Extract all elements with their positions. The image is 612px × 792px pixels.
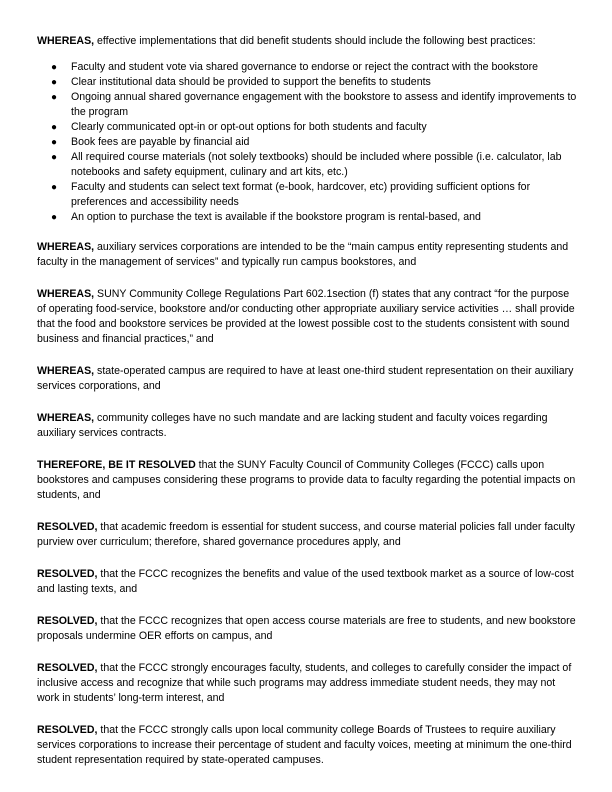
list-item (51, 150, 577, 180)
clause-lead: RESOLVED, (37, 724, 98, 736)
bullet-icon: ● (51, 62, 58, 73)
bullet-icon: ● (51, 122, 58, 133)
clause-paragraph (37, 661, 577, 706)
intro-paragraph (37, 34, 577, 49)
clause-paragraph (37, 567, 577, 597)
list-item-text: Clear institutional data should be provided to support the benefits to students (71, 76, 431, 88)
list-item-text: Book fees are payable by financial aid (71, 136, 250, 148)
clause-text: that the FCCC strongly calls upon local community college Boards of Trustees to require auxiliary services corporations to increase their percentage of student and faculty voices, meeting at minimum the one-third student representation required by state-operated campuses. (37, 724, 572, 766)
clause-text: that the FCCC recognizes the benefits and value of the used textbook market as a source of low-cost and lasting texts, and (37, 568, 574, 595)
clause-lead: WHEREAS, (37, 412, 95, 424)
clause-paragraph (37, 520, 577, 550)
list-item (51, 75, 577, 90)
clause-text: that the FCCC strongly encourages faculty, students, and colleges to carefully consider the impact of inclusive access and recognize that while such programs may address immediate student needs, they may not work in students’ long-term interest, and (37, 662, 572, 704)
list-item (51, 210, 577, 225)
list-item (51, 180, 577, 210)
clause-lead: RESOLVED, (37, 615, 98, 627)
list-item-text: Faculty and student vote via shared governance to endorse or reject the contract with the bookstore (71, 61, 538, 73)
list-item (51, 120, 577, 135)
bullet-icon: ● (51, 182, 58, 193)
best-practices-list (37, 60, 577, 225)
list-item-text: An option to purchase the text is available if the bookstore program is rental-based, and (71, 211, 481, 223)
clause-paragraph (37, 240, 577, 270)
intro-lead: WHEREAS, (37, 35, 95, 47)
intro-text: effective implementations that did benefit students should include the following best practices: (94, 35, 536, 47)
list-item-text: Faculty and students can select text format (e-book, hardcover, etc) providing sufficient options for preferences and accessibility needs (71, 181, 531, 208)
clause-paragraph (37, 364, 577, 394)
clause-paragraph (37, 411, 577, 441)
clause-paragraph (37, 723, 577, 768)
clause-lead: RESOLVED, (37, 662, 98, 674)
clause-lead: RESOLVED, (37, 521, 98, 533)
clause-lead: WHEREAS, (37, 365, 95, 377)
clause-paragraph (37, 287, 577, 347)
clause-text: SUNY Community College Regulations Part 602.1section (f) states that any contract “for the purpose of operating food-service, bookstore and/or conducting other appropriate auxiliary service activities … shall provide that the food and bookstore services be provided at the lowest possible cost to the students consistent with sound business and financial practices,” and (37, 288, 575, 345)
bullet-icon: ● (51, 152, 58, 163)
clause-text: that the FCCC recognizes that open access course materials are free to students, and new bookstore proposals undermine OER efforts on campus, and (37, 615, 576, 642)
clause-text: state-operated campus are required to have at least one-third student representation on their auxiliary services corporations, and (37, 365, 574, 392)
list-item (51, 135, 577, 150)
clause-lead: WHEREAS, (37, 241, 95, 253)
clause-paragraph (37, 614, 577, 644)
clause-text: that academic freedom is essential for student success, and course material policies fall under faculty purview over curriculum; therefore, shared governance procedures apply, and (37, 521, 575, 548)
list-item-text: Ongoing annual shared governance engagement with the bookstore to assess and identify improvements to the program (71, 91, 577, 118)
clause-text: auxiliary services corporations are intended to be the “main campus entity representing students and faculty in the management of services” and typically run campus bookstores, and (37, 241, 569, 268)
clause-lead: WHEREAS, (37, 288, 95, 300)
list-item-text: Clearly communicated opt-in or opt-out options for both students and faculty (71, 121, 427, 133)
clause-lead: THEREFORE, BE IT RESOLVED (37, 459, 196, 471)
clause-lead: RESOLVED, (37, 568, 98, 580)
clause-text: that the SUNY Faculty Council of Community Colleges (FCCC) calls upon bookstores and campuses considering these programs to provide data to faculty regarding the potential impacts on students, and (37, 459, 576, 501)
list-item-text: All required course materials (not solely textbooks) should be included where possible (i.e. calculator, lab notebooks and safety equipment, culinary and art kits, etc.) (71, 151, 562, 178)
clause-text: community colleges have no such mandate and are lacking student and faculty voices regarding auxiliary services contracts. (37, 412, 548, 439)
resolution-document (37, 34, 577, 785)
list-item (51, 60, 577, 75)
bullet-icon: ● (51, 212, 58, 223)
bullet-icon: ● (51, 137, 58, 148)
bullet-icon: ● (51, 77, 58, 88)
clause-paragraph (37, 458, 577, 503)
list-item (51, 90, 577, 120)
bullet-icon: ● (51, 92, 58, 103)
